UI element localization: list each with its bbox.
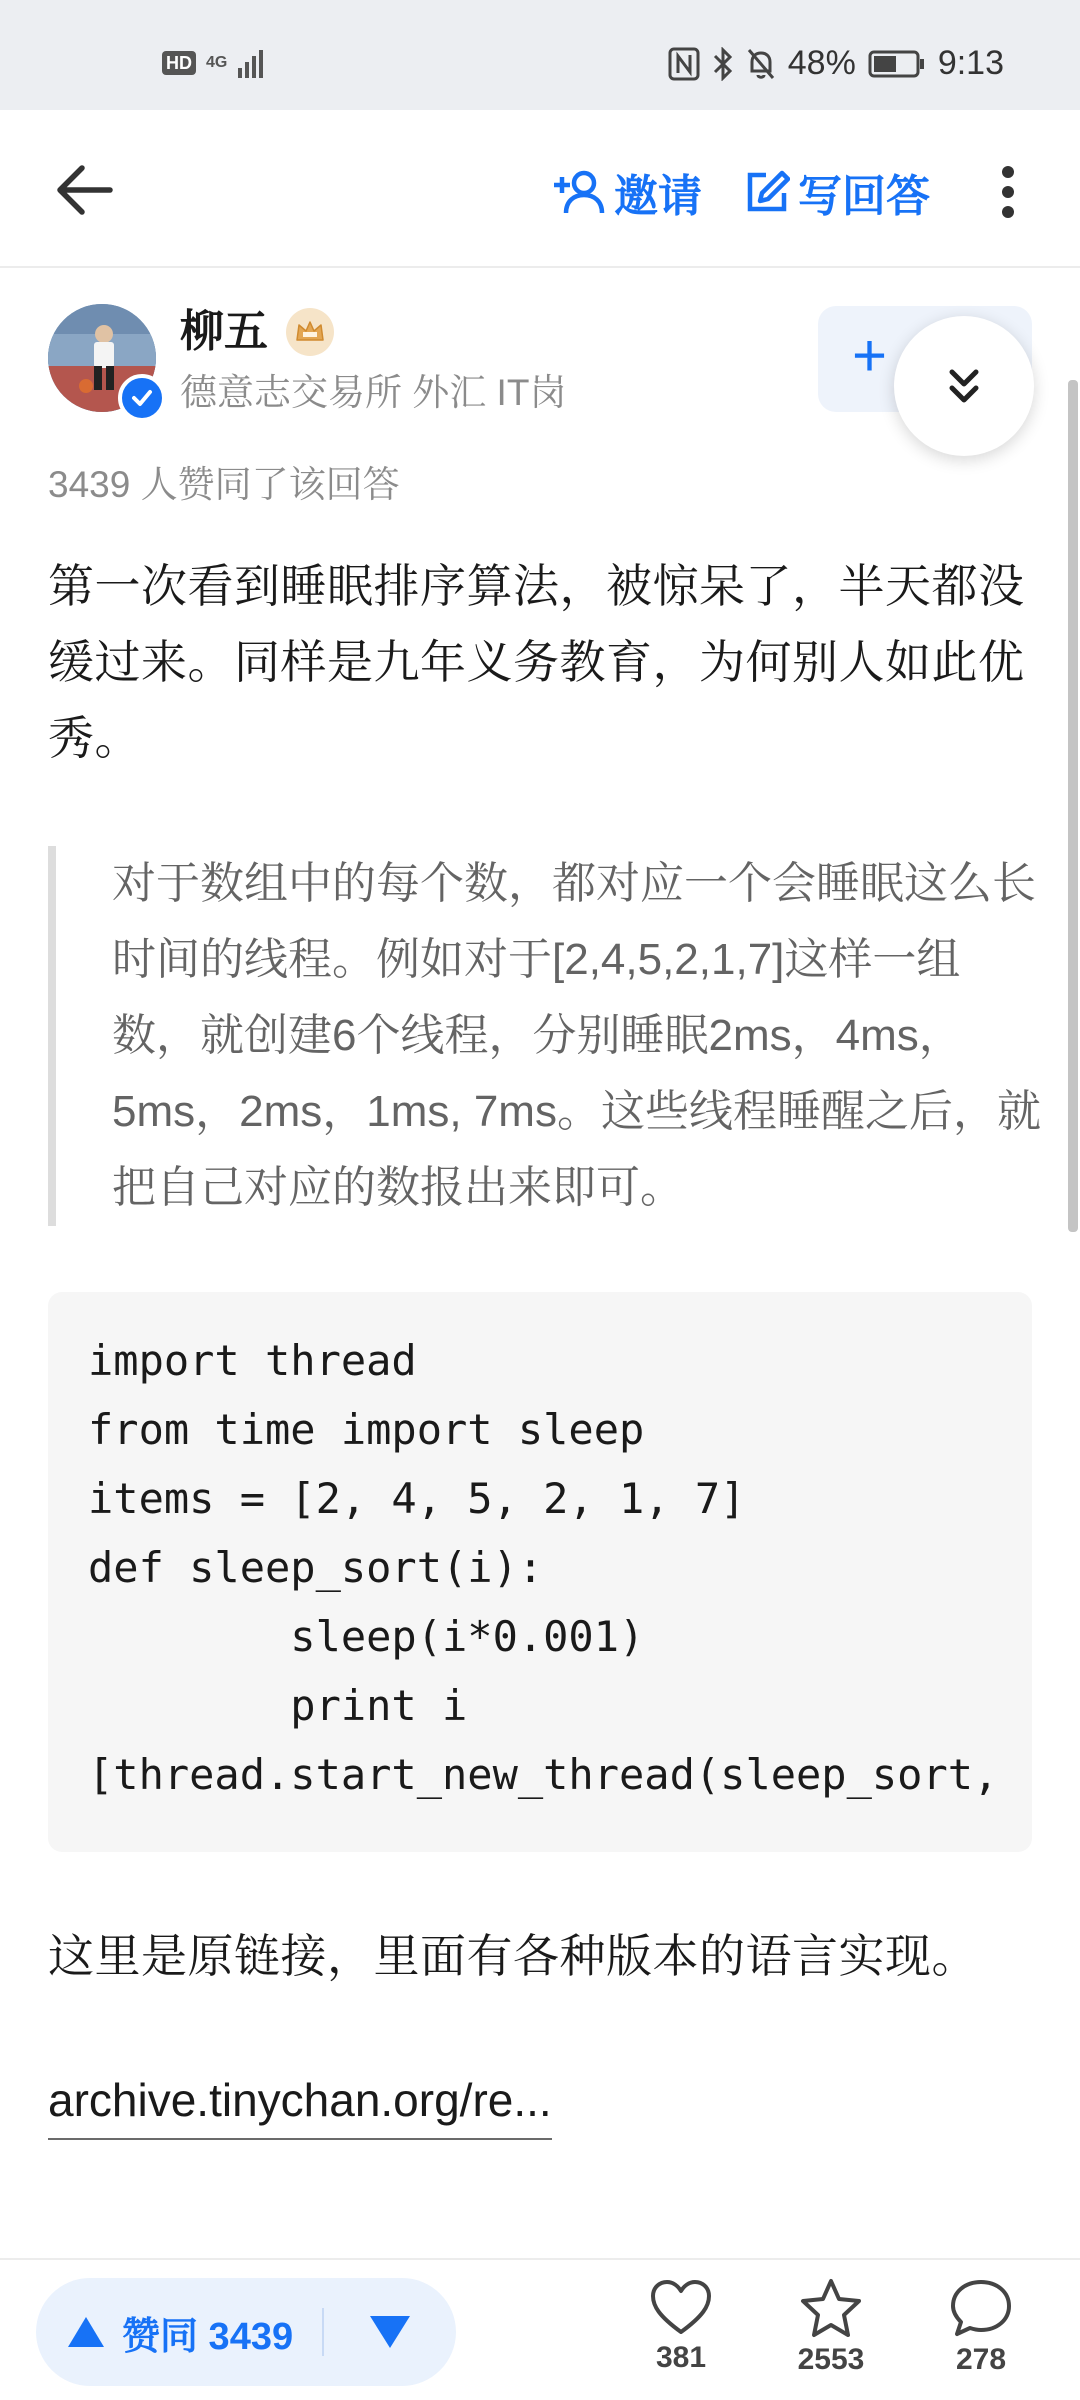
verified-badge-icon <box>118 374 166 422</box>
author-bio: 德意志交易所 外汇 IT岗 <box>180 372 567 413</box>
add-person-icon <box>552 167 606 217</box>
code-line: sleep(i*0.001) <box>88 1612 645 1661</box>
answer-paragraph-1: 第一次看到睡眠排序算法，被惊呆了，半天都没缓过来。同样是九年义务教育，为何别人如此优秀。 <box>48 560 1025 764</box>
edit-icon <box>744 169 790 215</box>
favorite-count: 2553 <box>797 2343 865 2376</box>
double-chevron-down-icon <box>934 356 994 416</box>
vote-divider <box>322 2308 324 2356</box>
plus-icon: + <box>852 322 888 389</box>
status-right <box>668 44 1004 83</box>
comment-count: 278 <box>955 2343 1007 2376</box>
invite-button[interactable] <box>552 160 702 224</box>
answer-paragraph-2: 这里是原链接，里面有各种版本的语言实现。 <box>48 1930 978 1982</box>
blockquote <box>48 846 1041 1226</box>
comment-bubble-icon <box>949 2278 1013 2338</box>
battery-percent: 48% <box>787 44 856 82</box>
clock: 9:13 <box>937 44 1004 82</box>
back-arrow-icon[interactable] <box>52 158 116 222</box>
code-line: import thread <box>88 1336 417 1385</box>
code-line: from time import sleep <box>88 1405 645 1454</box>
signal-icon <box>237 48 267 78</box>
nfc-icon <box>668 47 700 81</box>
mute-bell-icon <box>746 47 776 81</box>
bottom-action-bar <box>0 2258 1080 2400</box>
like-count: 381 <box>655 2341 707 2374</box>
code-line: print i <box>88 1681 468 1730</box>
author-name[interactable]: 柳五 <box>180 307 268 356</box>
source-link[interactable]: archive.tinychan.org/re... <box>48 2062 552 2140</box>
like-button[interactable] <box>626 2278 736 2388</box>
code-block[interactable] <box>48 1292 1032 1852</box>
favorite-button[interactable] <box>776 2278 886 2388</box>
status-left <box>162 48 267 78</box>
code-line: def sleep_sort(i): <box>88 1543 544 1592</box>
status-bar <box>0 0 1080 110</box>
triangle-up-icon <box>66 2315 106 2349</box>
invite-label: 邀请 <box>614 172 702 221</box>
bluetooth-icon <box>712 47 734 81</box>
write-answer-label: 写回答 <box>798 172 930 221</box>
heart-icon <box>649 2278 713 2336</box>
top-nav-bar <box>0 110 1080 268</box>
hd-indicator: HD <box>162 51 196 75</box>
collapse-button[interactable] <box>894 316 1034 456</box>
code-line: [thread.start_new_thread(sleep_sort, <box>88 1750 999 1799</box>
more-vertical-icon[interactable] <box>990 164 1026 220</box>
upvote-summary: 3439 人赞同了该回答 <box>48 464 400 505</box>
crown-badge-icon <box>286 308 334 356</box>
network-type: 4G <box>206 54 228 71</box>
write-answer-button[interactable] <box>744 160 930 224</box>
scrollbar[interactable] <box>1068 380 1078 1232</box>
code-line: items = [2, 4, 5, 2, 1, 7] <box>88 1474 746 1523</box>
quote-text: 对于数组中的每个数，都对应一个会睡眠这么长时间的线程。例如对于[2,4,5,2,1,7]这样一组数，就创建6个线程，分别睡眠2ms，4ms，5ms，2ms，1ms, 7ms。这些线程睡醒之后，就把自己对应的数报出来即可。 <box>112 859 1041 1212</box>
comment-button[interactable] <box>926 2278 1036 2388</box>
upvote-button[interactable] <box>66 2278 293 2386</box>
triangle-down-icon[interactable] <box>366 2312 414 2352</box>
star-icon <box>799 2278 863 2338</box>
upvote-label: 赞同 3439 <box>122 2315 294 2358</box>
battery-icon <box>868 49 926 79</box>
vote-pill <box>36 2278 456 2386</box>
